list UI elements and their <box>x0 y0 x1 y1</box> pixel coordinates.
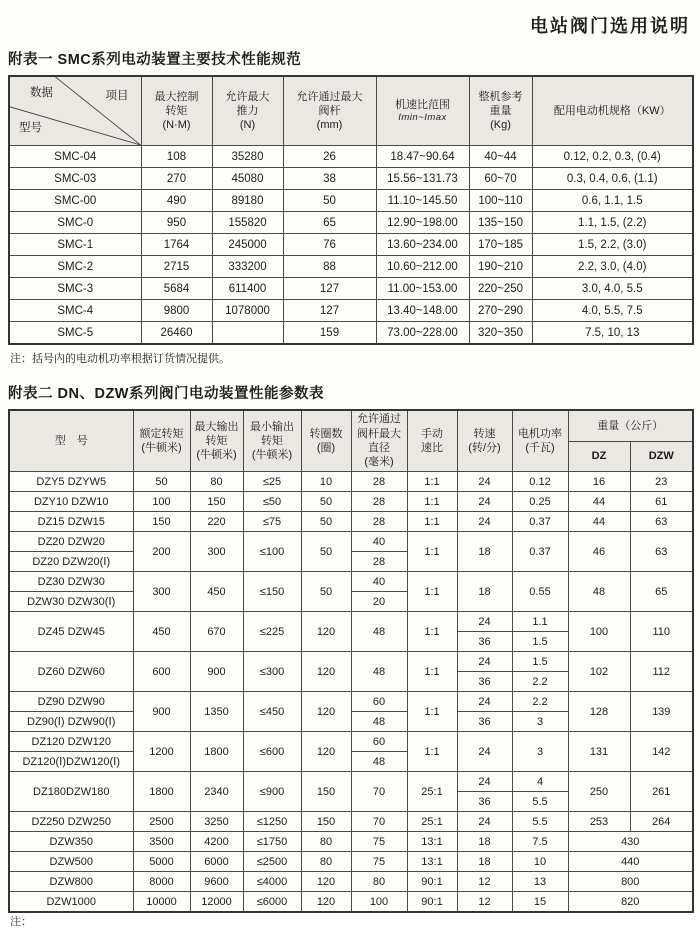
table-cell: 18 <box>457 832 512 852</box>
table-cell: ≤1750 <box>243 832 301 852</box>
table-cell: 48 <box>351 752 407 772</box>
corner-label-item: 项目 <box>105 90 129 102</box>
table-cell: ≤100 <box>243 532 301 572</box>
table-cell: 0.6, 1.1, 1.5 <box>532 190 693 212</box>
table-cell: 100~110 <box>469 190 532 212</box>
table-cell: 44 <box>568 492 630 512</box>
table-cell: 28 <box>351 492 407 512</box>
table-cell: 63 <box>630 532 693 572</box>
header-manual-ratio: 手动 速比 <box>407 410 457 472</box>
table-cell: 120 <box>301 732 351 772</box>
table-cell: 1:1 <box>407 692 457 732</box>
table-cell: 36 <box>457 672 512 692</box>
table-cell: 100 <box>568 612 630 652</box>
table-cell: 24 <box>457 652 512 672</box>
table1-header-row <box>9 76 693 146</box>
table-cell: 1.5 <box>512 652 568 672</box>
table-cell: 1350 <box>190 692 243 732</box>
table-cell: 24 <box>457 812 512 832</box>
table-cell: 24 <box>457 472 512 492</box>
table-cell: DZY10 DZW10 <box>9 492 133 512</box>
table-cell: DZ120 DZW120 <box>9 732 133 752</box>
table-cell: 1:1 <box>407 652 457 692</box>
table-cell: 127 <box>283 278 376 300</box>
table-cell: 800 <box>568 872 693 892</box>
table-cell: ≤450 <box>243 692 301 732</box>
table-row <box>9 300 693 322</box>
table-cell: 611400 <box>212 278 283 300</box>
table-cell: 1800 <box>190 732 243 772</box>
table-cell: 0.12 <box>512 472 568 492</box>
table-row <box>9 772 693 792</box>
table-cell: 128 <box>568 692 630 732</box>
table-cell: 10 <box>512 852 568 872</box>
table-cell: 1764 <box>141 234 212 256</box>
table-row <box>9 212 693 234</box>
table-cell: DZW1000 <box>9 892 133 913</box>
table-cell: 4200 <box>190 832 243 852</box>
table-cell <box>212 322 283 345</box>
table-cell: 150 <box>190 492 243 512</box>
table-cell: DZW350 <box>9 832 133 852</box>
table-cell: 2340 <box>190 772 243 812</box>
table-cell: 12 <box>457 892 512 913</box>
table2-partial-note: 注： <box>10 916 32 928</box>
table-cell: 300 <box>133 572 190 612</box>
table-cell: 75 <box>351 832 407 852</box>
header-speed: 转速 (转/分) <box>457 410 512 472</box>
table-cell: 9800 <box>141 300 212 322</box>
table-cell: 24 <box>457 692 512 712</box>
table-cell: 1:1 <box>407 532 457 572</box>
table-cell: 0.25 <box>512 492 568 512</box>
table-cell: 1:1 <box>407 732 457 772</box>
table-cell: 270~290 <box>469 300 532 322</box>
table-row <box>9 732 693 752</box>
table-cell: 1.1 <box>512 612 568 632</box>
table1-heading: 附表一 SMC系列电动装置主要技术性能规范 <box>8 52 302 68</box>
table-cell: 450 <box>133 612 190 652</box>
table-cell: SMC-00 <box>9 190 141 212</box>
table-cell: 190~210 <box>469 256 532 278</box>
table-cell: 10.60~212.00 <box>376 256 469 278</box>
table-cell: 12.90~198.00 <box>376 212 469 234</box>
table-cell: 159 <box>283 322 376 345</box>
header-max-thrust: 允许最大 推力 (N) <box>212 76 283 146</box>
table-cell: 48 <box>568 572 630 612</box>
table-cell: 13:1 <box>407 832 457 852</box>
dzw-parameters-table <box>8 409 694 913</box>
table-cell: 3500 <box>133 832 190 852</box>
table-cell: 45080 <box>212 168 283 190</box>
table-row <box>9 652 693 672</box>
table-cell: DZ20 DZW20(Ⅰ) <box>9 552 133 572</box>
table-cell: 7.5, 10, 13 <box>532 322 693 345</box>
table-cell: 1:1 <box>407 472 457 492</box>
table-cell: DZ15 DZW15 <box>9 512 133 532</box>
header-max-output-torque: 最大输出 转矩 (牛顿米) <box>190 410 243 472</box>
table-cell: 490 <box>141 190 212 212</box>
table1-note: 注：括号内的电动机功率根据订货情况提供。 <box>10 353 230 365</box>
table-cell: 131 <box>568 732 630 772</box>
table-cell: 2.2 <box>512 692 568 712</box>
table-cell: 450 <box>190 572 243 612</box>
table-cell: 120 <box>301 612 351 652</box>
table-cell: 2715 <box>141 256 212 278</box>
header-max-control-torque: 最大控制 转矩 (N·M) <box>141 76 212 146</box>
table-cell: 112 <box>630 652 693 692</box>
table-cell: 28 <box>351 512 407 532</box>
table-cell: 18 <box>457 572 512 612</box>
table-cell: 36 <box>457 792 512 812</box>
table-cell: 670 <box>190 612 243 652</box>
table-cell: 1.5 <box>512 632 568 652</box>
table-cell: 1:1 <box>407 492 457 512</box>
table-cell: 60 <box>351 732 407 752</box>
table-cell: 900 <box>190 652 243 692</box>
table-cell: SMC-1 <box>9 234 141 256</box>
table-cell: 5000 <box>133 852 190 872</box>
table-cell: 1:1 <box>407 512 457 532</box>
table-cell: 50 <box>301 572 351 612</box>
table-cell: 7.5 <box>512 832 568 852</box>
table-cell: 48 <box>351 652 407 692</box>
table-cell: 28 <box>351 552 407 572</box>
table-cell: 261 <box>630 772 693 812</box>
table-cell: 90:1 <box>407 872 457 892</box>
table-cell: 11.00~153.00 <box>376 278 469 300</box>
header-max-stem: 允许通过最大 阀杆 (mm) <box>283 76 376 146</box>
table-cell: 3 <box>512 732 568 772</box>
header-speed-ratio-range: 机速比范围 Imin~Imax <box>376 76 469 146</box>
table-cell: 1200 <box>133 732 190 772</box>
table2-heading: 附表二 DN、DZW系列阀门电动装置性能参数表 <box>8 386 324 402</box>
table-cell: ≤50 <box>243 492 301 512</box>
table-cell: 50 <box>133 472 190 492</box>
table-cell: 11.10~145.50 <box>376 190 469 212</box>
table-cell: 5684 <box>141 278 212 300</box>
header-rated-torque: 额定转矩 (牛顿米) <box>133 410 190 472</box>
smc-performance-table <box>8 75 694 345</box>
table-cell: ≤6000 <box>243 892 301 913</box>
table-cell: 120 <box>301 652 351 692</box>
table-cell: SMC-5 <box>9 322 141 345</box>
table-cell: 50 <box>301 532 351 572</box>
table-row <box>9 472 693 492</box>
table-cell: 253 <box>568 812 630 832</box>
header-weight-dzw: DZW <box>630 442 693 472</box>
table-cell: SMC-0 <box>9 212 141 234</box>
table-cell: 35280 <box>212 146 283 168</box>
table-cell: 440 <box>568 852 693 872</box>
table-cell: 15.56~131.73 <box>376 168 469 190</box>
table-cell: 1.5, 2.2, (3.0) <box>532 234 693 256</box>
page-title: 电站阀门选用说明 <box>530 16 690 36</box>
table-cell: 13.60~234.00 <box>376 234 469 256</box>
table-cell: 80 <box>351 872 407 892</box>
table-cell: 6000 <box>190 852 243 872</box>
table-cell: 1.1, 1.5, (2.2) <box>532 212 693 234</box>
table-cell: 135~150 <box>469 212 532 234</box>
table-row <box>9 190 693 212</box>
table-cell: SMC-4 <box>9 300 141 322</box>
table-cell: 110 <box>630 612 693 652</box>
table-cell: 900 <box>133 692 190 732</box>
table-cell: 44 <box>568 512 630 532</box>
table-row <box>9 812 693 832</box>
table-cell: 0.37 <box>512 512 568 532</box>
table-cell: 5.5 <box>512 812 568 832</box>
table-cell: 2.2 <box>512 672 568 692</box>
table-row <box>9 322 693 345</box>
table-cell: 13:1 <box>407 852 457 872</box>
header-turns: 转圈数 (圈) <box>301 410 351 472</box>
header-motor-spec: 配用电动机规格（KW） <box>532 76 693 146</box>
table-cell: 3.0, 4.0, 5.5 <box>532 278 693 300</box>
table-cell: 24 <box>457 492 512 512</box>
table-cell: 4.0, 5.5, 7.5 <box>532 300 693 322</box>
table-cell: 15 <box>512 892 568 913</box>
table-cell: 0.37 <box>512 532 568 572</box>
table-cell: 0.55 <box>512 572 568 612</box>
table-cell: 9600 <box>190 872 243 892</box>
table-cell: ≤1250 <box>243 812 301 832</box>
table-row <box>9 256 693 278</box>
table-cell: 150 <box>301 772 351 812</box>
table-cell: 26 <box>283 146 376 168</box>
table-cell: DZ30 DZW30 <box>9 572 133 592</box>
table-cell: 142 <box>630 732 693 772</box>
corner-label-model: 型号 <box>19 122 42 135</box>
table-cell: 120 <box>301 892 351 913</box>
table-cell: ≤225 <box>243 612 301 652</box>
table-cell: 5.5 <box>512 792 568 812</box>
table-cell: 26460 <box>141 322 212 345</box>
table-cell: ≤4000 <box>243 872 301 892</box>
table-cell: 600 <box>133 652 190 692</box>
table-cell: 40~44 <box>469 146 532 168</box>
table-cell: DZ90 DZW90 <box>9 692 133 712</box>
table-cell: 80 <box>301 832 351 852</box>
table-row <box>9 234 693 256</box>
table-cell: 120 <box>301 692 351 732</box>
table-cell: 264 <box>630 812 693 832</box>
table-cell: 36 <box>457 712 512 732</box>
table-cell: 13.40~148.00 <box>376 300 469 322</box>
table-cell: DZ45 DZW45 <box>9 612 133 652</box>
table-cell: 23 <box>630 472 693 492</box>
table-cell: ≤150 <box>243 572 301 612</box>
table-cell: 200 <box>133 532 190 572</box>
header-model: 型 号 <box>9 410 133 472</box>
table-row <box>9 872 693 892</box>
table-cell: ≤900 <box>243 772 301 812</box>
header-reference-weight: 整机参考 重量 (Kg) <box>469 76 532 146</box>
table-cell: DZW800 <box>9 872 133 892</box>
table-cell: DZW500 <box>9 852 133 872</box>
table-cell: 28 <box>351 472 407 492</box>
table-cell: 0.12, 0.2, 0.3, (0.4) <box>532 146 693 168</box>
table-cell: 40 <box>351 572 407 592</box>
table-cell: 18.47~90.64 <box>376 146 469 168</box>
header-motor-power: 电机功率 (千瓦) <box>512 410 568 472</box>
table-cell: 18 <box>457 852 512 872</box>
table-cell: 170~185 <box>469 234 532 256</box>
table-cell: 36 <box>457 632 512 652</box>
table-cell: 120 <box>301 872 351 892</box>
table-cell: 50 <box>301 512 351 532</box>
table-cell: 12 <box>457 872 512 892</box>
table-cell: 20 <box>351 592 407 612</box>
table-cell: 70 <box>351 812 407 832</box>
table-cell: 10000 <box>133 892 190 913</box>
table-cell: 100 <box>351 892 407 913</box>
table-cell: DZY5 DZYW5 <box>9 472 133 492</box>
table-cell: 1078000 <box>212 300 283 322</box>
table-cell: 90:1 <box>407 892 457 913</box>
table-cell: 820 <box>568 892 693 913</box>
table-cell: 300 <box>190 532 243 572</box>
table-cell: ≤25 <box>243 472 301 492</box>
table-cell: 73.00~228.00 <box>376 322 469 345</box>
table-cell: 76 <box>283 234 376 256</box>
table-row <box>9 492 693 512</box>
table-cell: 1:1 <box>407 572 457 612</box>
table-cell: DZ20 DZW20 <box>9 532 133 552</box>
table-cell: 61 <box>630 492 693 512</box>
table-cell: 80 <box>301 852 351 872</box>
table-cell: 102 <box>568 652 630 692</box>
corner-header-cell <box>9 76 141 146</box>
table-row <box>9 832 693 852</box>
table-cell: SMC-03 <box>9 168 141 190</box>
table-cell: 24 <box>457 732 512 772</box>
table-cell: 50 <box>283 190 376 212</box>
table-cell: 155820 <box>212 212 283 234</box>
table-cell: 16 <box>568 472 630 492</box>
table-cell: 63 <box>630 512 693 532</box>
corner-label-data: 数据 <box>30 87 53 99</box>
table-cell: 100 <box>133 492 190 512</box>
table-row <box>9 278 693 300</box>
table-cell: 3250 <box>190 812 243 832</box>
table-cell: 270 <box>141 168 212 190</box>
table-cell: 4 <box>512 772 568 792</box>
table-cell: 24 <box>457 772 512 792</box>
table-row <box>9 692 693 712</box>
table-cell: 48 <box>351 612 407 652</box>
table-row <box>9 572 693 592</box>
table-cell: 89180 <box>212 190 283 212</box>
table-cell: 127 <box>283 300 376 322</box>
table-cell: 75 <box>351 852 407 872</box>
table-cell: SMC-2 <box>9 256 141 278</box>
table-cell: DZW30 DZW30(Ⅰ) <box>9 592 133 612</box>
table-cell: 24 <box>457 612 512 632</box>
table-cell: 24 <box>457 512 512 532</box>
table-row <box>9 532 693 552</box>
table-cell: 150 <box>301 812 351 832</box>
table-cell: 12000 <box>190 892 243 913</box>
table-row <box>9 168 693 190</box>
table-cell: 108 <box>141 146 212 168</box>
table-cell: DZ180DZW180 <box>9 772 133 812</box>
table-cell: ≤300 <box>243 652 301 692</box>
table-cell: 25:1 <box>407 812 457 832</box>
table-cell: SMC-04 <box>9 146 141 168</box>
table-cell: 150 <box>133 512 190 532</box>
table-cell: 48 <box>351 712 407 732</box>
table-cell: 18 <box>457 532 512 572</box>
table-cell: 139 <box>630 692 693 732</box>
table-cell: 2500 <box>133 812 190 832</box>
table-cell: 430 <box>568 832 693 852</box>
table-cell: DZ60 DZW60 <box>9 652 133 692</box>
header-weight-group: 重量（公斤） <box>568 410 693 442</box>
table-cell: 245000 <box>212 234 283 256</box>
table-cell: SMC-3 <box>9 278 141 300</box>
table-cell: 1:1 <box>407 612 457 652</box>
table-cell: 65 <box>630 572 693 612</box>
table-cell: 2.2, 3.0, (4.0) <box>532 256 693 278</box>
table-cell: 3 <box>512 712 568 732</box>
table-cell: 10 <box>301 472 351 492</box>
table-cell: ≤600 <box>243 732 301 772</box>
table-row <box>9 146 693 168</box>
table-row <box>9 512 693 532</box>
table-cell: 0.3, 0.4, 0.6, (1.1) <box>532 168 693 190</box>
table-row <box>9 612 693 632</box>
table-cell: 88 <box>283 256 376 278</box>
table-cell: 333200 <box>212 256 283 278</box>
table-cell: 50 <box>301 492 351 512</box>
table-cell: 60 <box>351 692 407 712</box>
table-cell: 320~350 <box>469 322 532 345</box>
table-cell: 46 <box>568 532 630 572</box>
table-cell: DZ90(Ⅰ) DZW90(Ⅰ) <box>9 712 133 732</box>
table-cell: DZ120(Ⅰ)DZW120(Ⅰ) <box>9 752 133 772</box>
table-cell: 250 <box>568 772 630 812</box>
table-cell: 220~250 <box>469 278 532 300</box>
table-cell: 13 <box>512 872 568 892</box>
header-min-output-torque: 最小输出 转矩 (牛顿米) <box>243 410 301 472</box>
table-cell: 60~70 <box>469 168 532 190</box>
table-cell: 65 <box>283 212 376 234</box>
table-cell: 38 <box>283 168 376 190</box>
table-cell: ≤75 <box>243 512 301 532</box>
header-max-stem-diameter: 允许通过 阀杆最大 直径 (毫米) <box>351 410 407 472</box>
table2-header-row-top <box>9 410 693 442</box>
table-cell: 950 <box>141 212 212 234</box>
table-row <box>9 892 693 913</box>
table-cell: 40 <box>351 532 407 552</box>
table-cell: 8000 <box>133 872 190 892</box>
table-cell: 1800 <box>133 772 190 812</box>
table-cell: 70 <box>351 772 407 812</box>
table-row <box>9 852 693 872</box>
table-cell: 25:1 <box>407 772 457 812</box>
table-cell: 80 <box>190 472 243 492</box>
header-weight-dz: DZ <box>568 442 630 472</box>
table-cell: DZ250 DZW250 <box>9 812 133 832</box>
table-cell: 220 <box>190 512 243 532</box>
table-cell: ≤2500 <box>243 852 301 872</box>
